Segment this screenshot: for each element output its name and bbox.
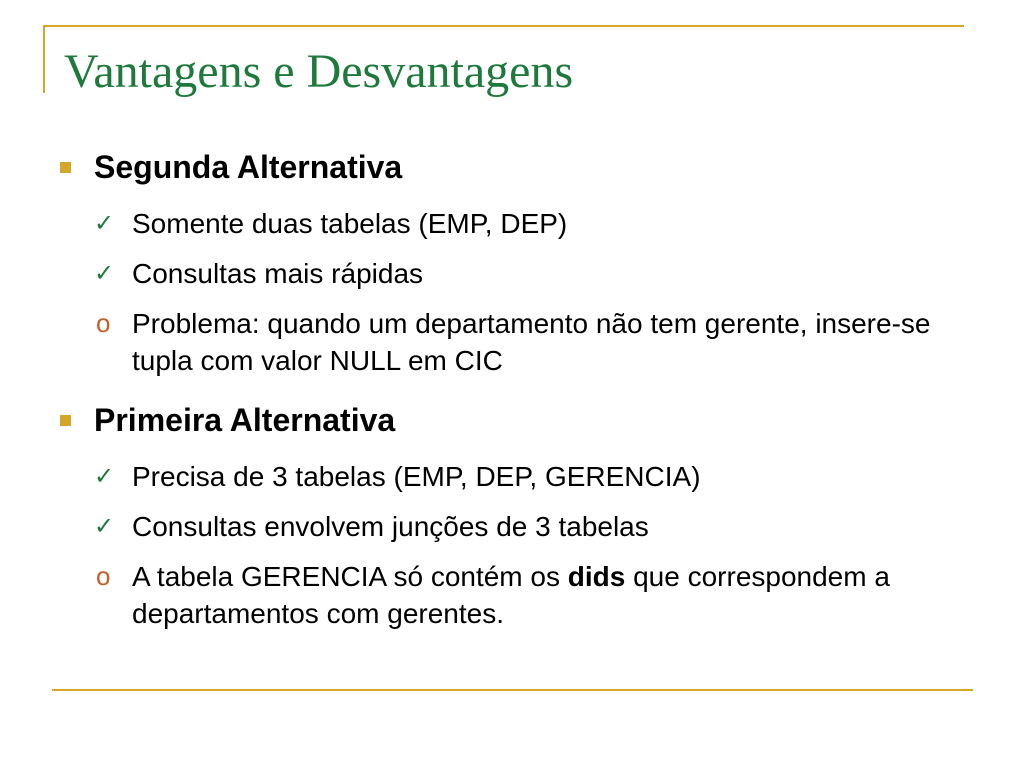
- bottom-divider-line: [52, 689, 973, 691]
- square-bullet-icon: [60, 415, 71, 426]
- left-border-line: [43, 25, 45, 93]
- square-bullet-icon: [60, 162, 71, 173]
- bullet-item-level1: [56, 395, 966, 445]
- top-border-line: [43, 25, 964, 27]
- bullet-text-part: A tabela GERENCIA só contém os: [132, 561, 568, 592]
- bullet-text: Problema: quando um departamento não tem gerente, insere-se tupla com valor NULL em CIC: [132, 308, 931, 376]
- section-heading: Primeira Alternativa: [94, 402, 396, 438]
- section-primeira-alternativa: [56, 395, 966, 632]
- section-heading: Segunda Alternativa: [94, 149, 403, 185]
- bullet-text: Consultas mais rápidas: [132, 258, 424, 289]
- bullet-item-level2: [56, 508, 966, 545]
- bullet-item-level2: [56, 558, 966, 632]
- check-icon: ✓: [94, 209, 115, 237]
- bullet-text: Somente duas tabelas (EMP, DEP): [132, 208, 568, 239]
- slide-body: [56, 142, 966, 632]
- bullet-text: Consultas envolvem junções de 3 tabelas: [132, 511, 649, 542]
- check-icon: ✓: [94, 462, 115, 490]
- circle-bullet-icon: o: [96, 561, 111, 591]
- bullet-text: [132, 561, 890, 629]
- check-icon: ✓: [94, 512, 115, 540]
- bullet-item-level2: [56, 205, 966, 242]
- bullet-item-level2: [56, 305, 966, 379]
- bullet-text: Precisa de 3 tabelas (EMP, DEP, GERENCIA): [132, 461, 701, 492]
- slide-title: Vantagens e Desvantagens: [64, 45, 574, 98]
- bold-term: dids: [567, 561, 626, 592]
- bullet-text-part: que correspondem a departamentos com gerentes.: [132, 561, 890, 629]
- check-icon: ✓: [94, 259, 115, 287]
- bullet-item-level1: [56, 142, 966, 192]
- section-segunda-alternativa: [56, 142, 966, 379]
- bullet-item-level2: [56, 255, 966, 292]
- circle-bullet-icon: o: [96, 308, 111, 338]
- bullet-item-level2: [56, 458, 966, 495]
